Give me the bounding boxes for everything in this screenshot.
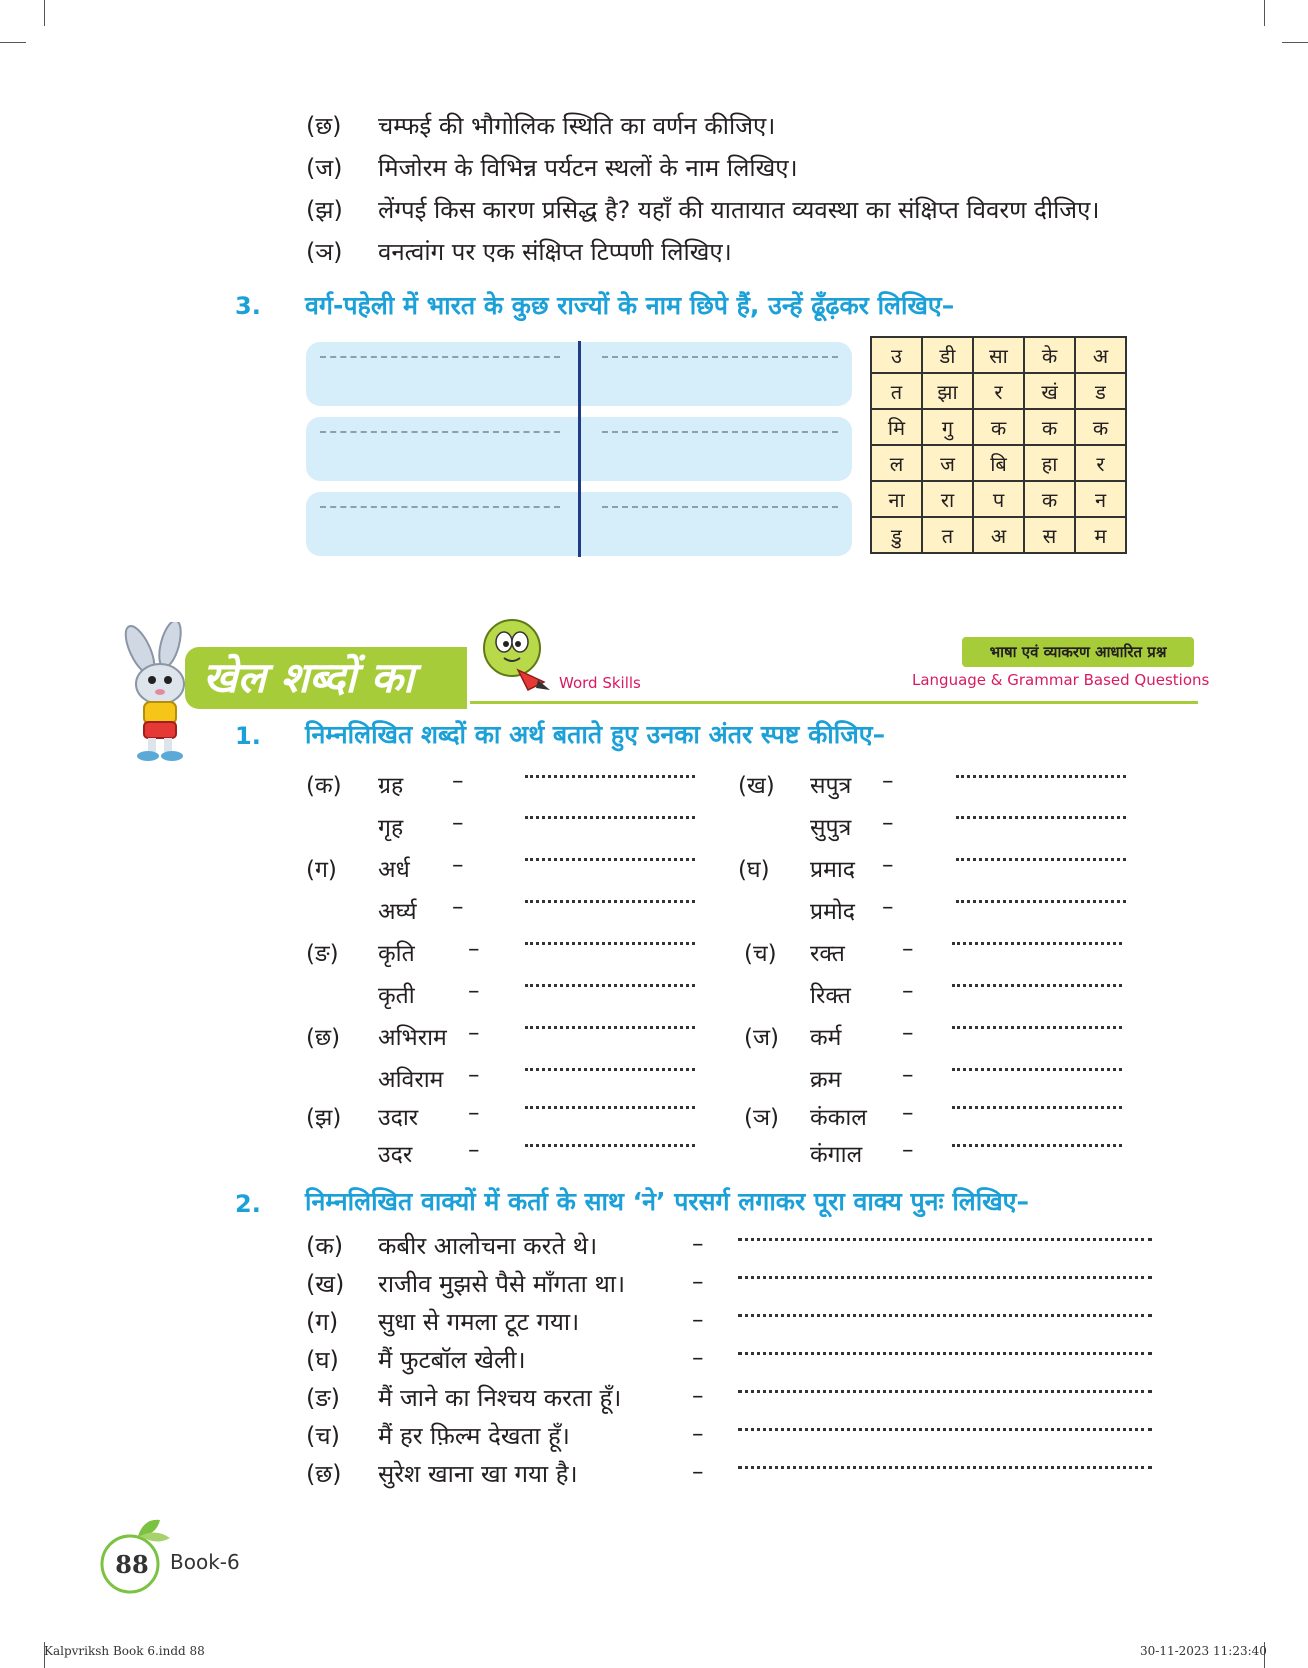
pair-word: प्रमाद [810,857,856,883]
pair-label: (ञ) [744,1105,780,1131]
section-title: वर्ग-पहेली में भारत के कुछ राज्यों के नाम छिपे हैं, उन्हें ढूँढ़कर लिखिए– [305,291,955,320]
sentence-item: (ग) सुधा से गमला टूट गया। [306,1308,580,1336]
dash: – [882,852,894,878]
answer-blank[interactable] [956,775,1126,778]
section-number: 3. [235,292,261,320]
answer-blank[interactable] [952,1068,1122,1071]
sentence-item: (छ) सुरेश खाना खा गया है। [306,1460,578,1488]
grid-cell: स [1024,517,1075,553]
answer-blank[interactable] [320,431,560,433]
answer-blank[interactable] [738,1466,1152,1469]
pair-word: कृती [378,983,415,1009]
pair-word: कर्म [810,1025,842,1051]
pair-word: गृह [378,815,404,841]
pair-label: (ग) [306,857,337,883]
answer-blank[interactable] [525,942,695,945]
dash: – [882,768,894,794]
answer-blank[interactable] [525,984,695,987]
dash: – [692,1383,704,1409]
word-skills-subtitle: Word Skills [559,674,641,692]
grid-cell: के [1024,337,1075,373]
question-number: 2. [235,1190,261,1218]
dash: – [452,894,464,920]
crop-mark [44,0,45,26]
answer-blank[interactable] [956,900,1126,903]
answer-blank[interactable] [602,356,838,358]
dash: – [902,1020,914,1046]
grid-cell: र [1075,445,1126,481]
dash: – [468,936,480,962]
answer-blank[interactable] [952,1026,1122,1029]
dash: – [452,768,464,794]
grid-row [871,517,1126,553]
pair-word: प्रमोद [810,899,856,925]
grid-cell: न [1075,481,1126,517]
grid-cell: क [973,409,1024,445]
print-datetime: 30-11-2023 11:23:40 [1140,1644,1267,1658]
pair-word: उदर [378,1142,413,1168]
crop-mark [0,42,26,43]
dash: – [468,1062,480,1088]
pencil-mascot-icon [478,616,558,696]
pair-word: कंगाल [810,1142,863,1168]
grid-cell: त [922,517,973,553]
grid-cell: म [1075,517,1126,553]
pair-word: अर्ध [378,857,410,883]
grid-cell: प [973,481,1024,517]
grid-cell: हा [1024,445,1075,481]
dash: – [882,894,894,920]
answer-blank[interactable] [738,1314,1152,1317]
question-item: (ज) मिजोरम के विभिन्न पर्यटन स्थलों के नाम लिखिए। [306,154,798,182]
dash: – [902,1062,914,1088]
pair-word: अभिराम [378,1025,447,1051]
crop-mark [1264,0,1265,26]
grid-cell: डी [922,337,973,373]
pair-label: (ङ) [306,941,339,967]
grid-cell: ज [922,445,973,481]
answer-blank[interactable] [738,1390,1152,1393]
dash: – [468,1137,480,1163]
answer-blank[interactable] [525,858,695,861]
book-label: Book-6 [170,1550,240,1574]
sentence-item: (ङ) मैं जाने का निश्चय करता हूँ। [306,1384,622,1412]
pair-word: कृति [378,941,415,967]
pair-word: क्रम [810,1067,842,1093]
dash: – [692,1345,704,1371]
grid-row [871,481,1126,517]
grid-cell: र [973,373,1024,409]
sentence-item: (च) मैं हर फ़िल्म देखता हूँ। [306,1422,570,1450]
answer-blank[interactable] [738,1276,1152,1279]
dash: – [902,1100,914,1126]
word-skills-banner: खेल शब्दों का [185,647,467,709]
answer-blank[interactable] [602,506,838,508]
question-item: (ञ) वनत्वांग पर एक संक्षिप्त टिप्पणी लिखिए। [306,238,732,266]
pair-label: (छ) [306,1025,341,1051]
dash: – [452,852,464,878]
grid-row [871,373,1126,409]
grid-cell: ल [871,445,922,481]
dash: – [882,810,894,836]
answer-blank[interactable] [525,1068,695,1071]
grid-row [871,445,1126,481]
grid-row [871,409,1126,445]
answer-blank[interactable] [952,942,1122,945]
sentence-item: (ख) राजीव मुझसे पैसे माँगता था। [306,1270,626,1298]
pair-label: (च) [744,941,777,967]
answer-blank[interactable] [602,431,838,433]
answer-blank[interactable] [320,356,560,358]
sentence-item: (घ) मैं फुटबॉल खेली। [306,1346,526,1374]
grid-cell: गु [922,409,973,445]
answer-blank[interactable] [956,858,1126,861]
answer-blank[interactable] [525,816,695,819]
dash: – [692,1307,704,1333]
answer-blank[interactable] [738,1428,1152,1431]
pair-word: सपुत्र [810,773,852,799]
crop-mark [1282,42,1308,43]
category-tag: भाषा एवं व्याकरण आधारित प्रश्न [962,637,1194,667]
grid-cell: क [1075,409,1126,445]
grid-cell: क [1024,481,1075,517]
dash: – [468,978,480,1004]
grid-cell: बि [973,445,1024,481]
answer-blank[interactable] [738,1238,1152,1241]
grid-cell: त [871,373,922,409]
grid-row [871,337,1126,373]
dash: – [468,1100,480,1126]
question-title: निम्नलिखित शब्दों का अर्थ बताते हुए उनका अंतर स्पष्ट कीजिए– [305,720,886,749]
dash: – [692,1269,704,1295]
answer-blank[interactable] [952,1106,1122,1109]
pair-word: कंकाल [810,1105,867,1131]
dash: – [692,1459,704,1485]
grid-cell: उ [871,337,922,373]
dash: – [902,978,914,1004]
grid-cell: अ [1075,337,1126,373]
answer-blank[interactable] [525,775,695,778]
grid-cell: सा [973,337,1024,373]
question-item: (छ) चम्फई की भौगोलिक स्थिति का वर्णन कीजिए। [306,112,776,140]
answer-blank[interactable] [952,984,1122,987]
dash: – [468,1020,480,1046]
answer-blank[interactable] [525,1144,695,1147]
grid-cell: मि [871,409,922,445]
page-number: 88 [115,1550,149,1579]
grid-cell: डु [871,517,922,553]
pair-label: (झ) [306,1105,342,1131]
pair-word: रक्त [810,941,845,967]
dash: – [902,936,914,962]
answer-blank[interactable] [952,1144,1122,1147]
grid-cell: झा [922,373,973,409]
pair-word: सुपुत्र [810,815,852,841]
sentence-item: (क) कबीर आलोचना करते थे। [306,1232,598,1260]
question-item: (झ) लेंग्पई किस कारण प्रसिद्ध है? यहाँ की यातायात व्यवस्था का संक्षिप्त विवरण दीजिए। [306,196,1100,224]
category-tag-english: Language & Grammar Based Questions [912,671,1210,689]
answer-blank[interactable] [525,900,695,903]
grid-cell: खं [1024,373,1075,409]
grid-cell: ड [1075,373,1126,409]
answer-blank[interactable] [738,1352,1152,1355]
dash: – [902,1137,914,1163]
answer-blank[interactable] [525,1106,695,1109]
pair-word: रिक्त [810,983,851,1009]
pair-label: (ज) [744,1025,780,1051]
grid-cell: अ [973,517,1024,553]
grid-cell: ना [871,481,922,517]
pair-word: ग्रह [378,773,404,799]
pair-word: उदार [378,1105,419,1131]
grid-cell: रा [922,481,973,517]
question-number: 1. [235,722,261,750]
word-search-grid [870,336,1127,554]
answer-blank[interactable] [320,506,560,508]
pair-label: (ख) [738,773,775,799]
question-title: निम्नलिखित वाक्यों में कर्ता के साथ ‘ने’ परसर्ग लगाकर पूरा वाक्य पुनः लिखिए– [305,1187,1029,1216]
dash: – [692,1421,704,1447]
pair-label: (घ) [738,857,770,883]
section-rule [470,701,1198,704]
file-slug: Kalpvriksh Book 6.indd 88 [44,1644,205,1658]
answer-blank[interactable] [525,1026,695,1029]
pair-label: (क) [306,773,342,799]
divider [578,341,581,557]
dash: – [692,1231,704,1257]
pair-word: अविराम [378,1067,444,1093]
pair-word: अर्घ्य [378,899,417,925]
dash: – [452,810,464,836]
answer-blank[interactable] [956,816,1126,819]
grid-cell: क [1024,409,1075,445]
